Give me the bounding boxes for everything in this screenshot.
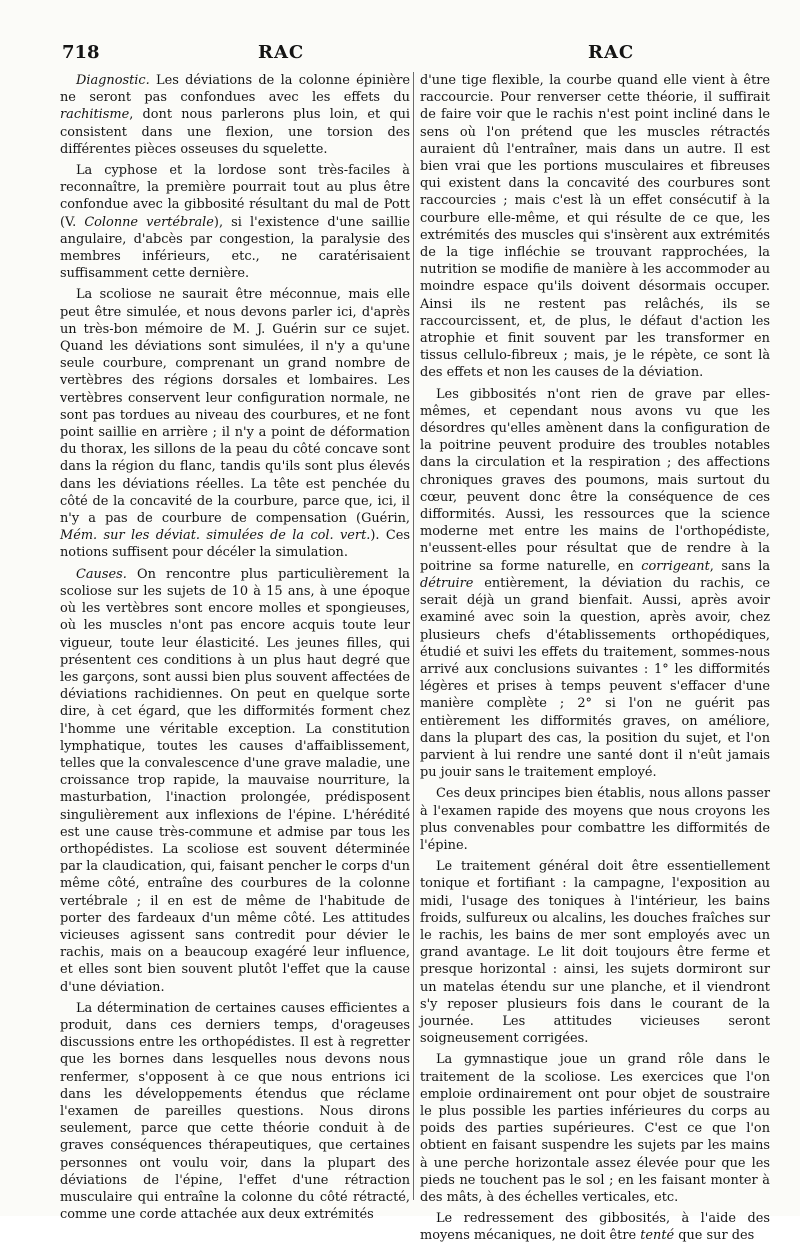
paragraph bbox=[420, 785, 770, 854]
text-run: La scoliose ne saurait être méconnue, mais elle peut être simulée, et nous devons parler ici, d'après un très-bon mémoire de M. J. Guérin sur ce sujet. Quand les déviations sont simulées, il n'y a qu'une seule courbure, comprenant un grand nombre de vertèbres des régions dorsales et lombaires. Les vertèbres conservent leur configuration normale, ne sont pas tordues au niveau des courbures, et ne font point saillie en arrière ; il n'y a point de déformation du thorax, les sillons de la peau du côté concave sont dans la région du flanc, tandis qu'ils sont plus élevés dans les déviations réelles. La tête est penchée du côté de la concavité de la courbure, parce que, ici, il n'y a pas de courbure de compensation (Guérin, bbox=[60, 287, 410, 527]
text-run: , dont nous parlerons plus loin, et qui consistent dans une flexion, une torsion des différentes pièces osseuses du squelette. bbox=[60, 107, 410, 157]
text-run: ). Ces notions suffisent pour décéler la simulation. bbox=[60, 528, 410, 561]
paragraph bbox=[60, 162, 410, 282]
right-running-head: RAC bbox=[588, 42, 635, 63]
left-text-column bbox=[60, 72, 411, 1223]
page-number: 718 bbox=[62, 42, 100, 63]
text-run: La gymnastique joue un grand rôle dans le traitement de la scoliose. Les exercices que l'on emploie ordinairement ont pour objet de soustraire le plus possible les parties inférieures du corps au poids des parties supérieures. C'est ce que l'on obtient en faisant suspendre les sujets par les mains à une perche horizontale assez élevée pour que les pieds ne touchent pas le sol ; en les faisant monter à des mâts, à des échelles verticales, etc. bbox=[420, 1052, 770, 1205]
italic-run: Colonne vertébrale bbox=[84, 214, 214, 230]
text-run: Ces deux principes bien établis, nous allons passer à l'examen rapide des moyens que nous croyons les plus convenables pour combattre les difformités de l'épine. bbox=[420, 786, 770, 853]
text-run: La cyphose et la lordose sont très-faciles à reconnaître, la première pourrait tout au plus être confondue avec la gibbosité résultant du mal de Pott (V. bbox=[60, 163, 410, 230]
text-run: Les gibbosités n'ont rien de grave par elles-mêmes, et cependant nous avons vu que les désordres qu'elles amènent dans la configuration de la poitrine peuvent produire des troubles notables dans la circulation et la respiration ; des affections chroniques graves des poumons, mais surtout du cœur, peuvent donc être la conséquence de ces difformités. Aussi, les ressources que la science moderne met entre les mains de l'orthopédiste, n'eussent-elles pour résultat que de rendre à la poitrine sa forme naturelle, en bbox=[420, 386, 770, 574]
paragraph bbox=[420, 386, 770, 782]
paragraph bbox=[60, 72, 410, 158]
text-run: d'une tige flexible, la courbe quand elle vient à être raccourcie. Pour renverser cette théorie, il suffirait de faire voir que le rachis n'est point incliné dans le sens où l'on prétend que les muscles rétractés auraient dû l'entraîner, mais dans un autre. Il est bien vrai que les portions musculaires et fibreuses qui existent dans la concavité des courbures sont raccourcies ; mais c'est là un effet consécutif à la courbure elle-même, et qui résulte de ce que, les extrémités des muscles qui s'insèrent aux extrémités de la tige infléchie se trouvant rapprochées, la nutrition se modifie de manière à les accommoder au moindre espace qu'ils doivent désormais occuper. Ainsi ils ne restent pas relâchés, ils se raccourcissent, et, de plus, le défaut d'action les atrophie et finit souvent par les transformer en tissus cellulo-fibreux ; mais, je le répète, ce sont là des effets et non les causes de la déviation. bbox=[420, 73, 770, 381]
italic-run: corrigeant bbox=[641, 558, 710, 574]
italic-run: détruire bbox=[420, 575, 474, 591]
text-run: Le redressement des gibbosités, à l'aide des moyens mécaniques, ne doit être bbox=[420, 1211, 770, 1244]
text-run: entièrement, la déviation du rachis, ce serait déjà un grand bienfait. Aussi, après avoir examiné avec soin la question, après avoir, chez plusieurs chefs d'établissements orthopédiques, étudié et suivi les effets du traitement, sommes-nous arrivé aux conclusions suivantes : 1° les difformités légères et prises à temps peuvent s'effacer d'une manière complète ; 2° si l'on ne guérit pas entièrement les difformités graves, on améliore, dans la plupart des cas, la position du sujet, et l'on parvient à lui rendre une santé dont il n'eût jamais pu jouir sans le traitement employé. bbox=[420, 575, 770, 781]
text-run: que sur des bbox=[674, 1228, 755, 1244]
paragraph bbox=[60, 286, 410, 561]
text-run: On rencontre plus particulièrement la scoliose sur les sujets de 10 à 15 ans, à une époque où les vertèbres sont encore molles et spongieuses, où les muscles n'ont pas encore acquis toute leur vigueur, toute leur élasticité. Les jeunes filles, qui présentent ces conditions à un plus haut degré que les garçons, sont aussi bien plus souvent affectées de déviations rachidiennes. On peut en quelque sorte dire, à cet égard, que les difformités forment chez l'homme une véritable exception. La constitution lymphatique, toutes les causes d'affaiblissement, telles que la convalescence d'une grave maladie, une croissance trop rapide, la mauvaise nourriture, la masturbation, l'inaction prolongée, prédisposent singulièrement aux inflexions de l'épine. L'hérédité est une cause très-commune et admise par tous les orthopédistes. La scoliose est souvent déterminée par la claudication, qui, faisant pencher le corps d'un même côté, entraîne des courbures de la colonne vertébrale ; il en est de même de l'habitude de porter des fardeaux d'un même côté. Les attitudes vicieuses agissent sans contredit pour dévier le rachis, mais on a beaucoup exagéré leur influence, et elles sont bien souvent plutôt l'effet que la cause d'une déviation. bbox=[60, 566, 410, 995]
left-running-head: RAC bbox=[258, 42, 305, 63]
paragraph bbox=[420, 1210, 770, 1244]
italic-run: tenté bbox=[640, 1228, 675, 1244]
paragraph bbox=[420, 72, 770, 382]
text-run: ), si l'existence d'une saillie angulaire, d'abcès par congestion, la paralysie des membres inférieurs, etc., ne caratérisaient suffisamment cette dernière. bbox=[60, 214, 411, 282]
column-divider bbox=[413, 72, 414, 1200]
text-run: Le traitement général doit être essentiellement tonique et fortifiant : la campagne, l'exposition au midi, l'usage des toniques à l'intérieur, les bains froids, sulfureux ou alcalins, les douches fraîches sur le rachis, les bains de mer sont employés avec un grand avantage. Le lit doit toujours être ferme et presque horizontal : ainsi, les sujets dormiront sur un matelas étendu sur une planche, et il viendront s'y reposer plusieurs fois dans le courant de la journée. Les attitudes vicieuses seront soigneusement corrigées. bbox=[420, 859, 770, 1047]
text-run: La détermination de certaines causes efficientes a produit, dans ces derniers temps, d'orageuses discussions entre les orthopédistes. Il est à regretter que les bornes dans lesquelles nous devons nous renfermer, s'opposent à ce que nous entrions ici dans les développements étendus que réclame l'examen de pareilles questions. Nous dirons seulement, parce que cette théorie conduit à de graves conséquences thérapeutiques, que certaines personnes ont voulu voir, dans la plupart des déviations de l'épine, l'effet d'une rétraction musculaire qui entraîne la colonne du côté rétracté, comme une corde attachée aux deux extrémités bbox=[60, 1000, 410, 1223]
italic-run: rachitisme bbox=[60, 107, 130, 123]
text-run: , sans la bbox=[709, 558, 771, 574]
italic-run: Mém. sur les déviat. simulées de la col. vert. bbox=[60, 528, 371, 544]
paragraph bbox=[60, 566, 410, 996]
right-text-column bbox=[420, 72, 771, 1244]
section-lead: Diagnostic. bbox=[76, 73, 150, 88]
paragraph bbox=[420, 858, 770, 1047]
section-lead: Causes. bbox=[76, 566, 127, 582]
text-run: Les déviations de la colonne épinière ne seront pas confondues avec les effets du bbox=[60, 73, 410, 106]
paragraph bbox=[420, 1051, 770, 1206]
running-header bbox=[62, 42, 770, 66]
paragraph bbox=[60, 1000, 410, 1224]
